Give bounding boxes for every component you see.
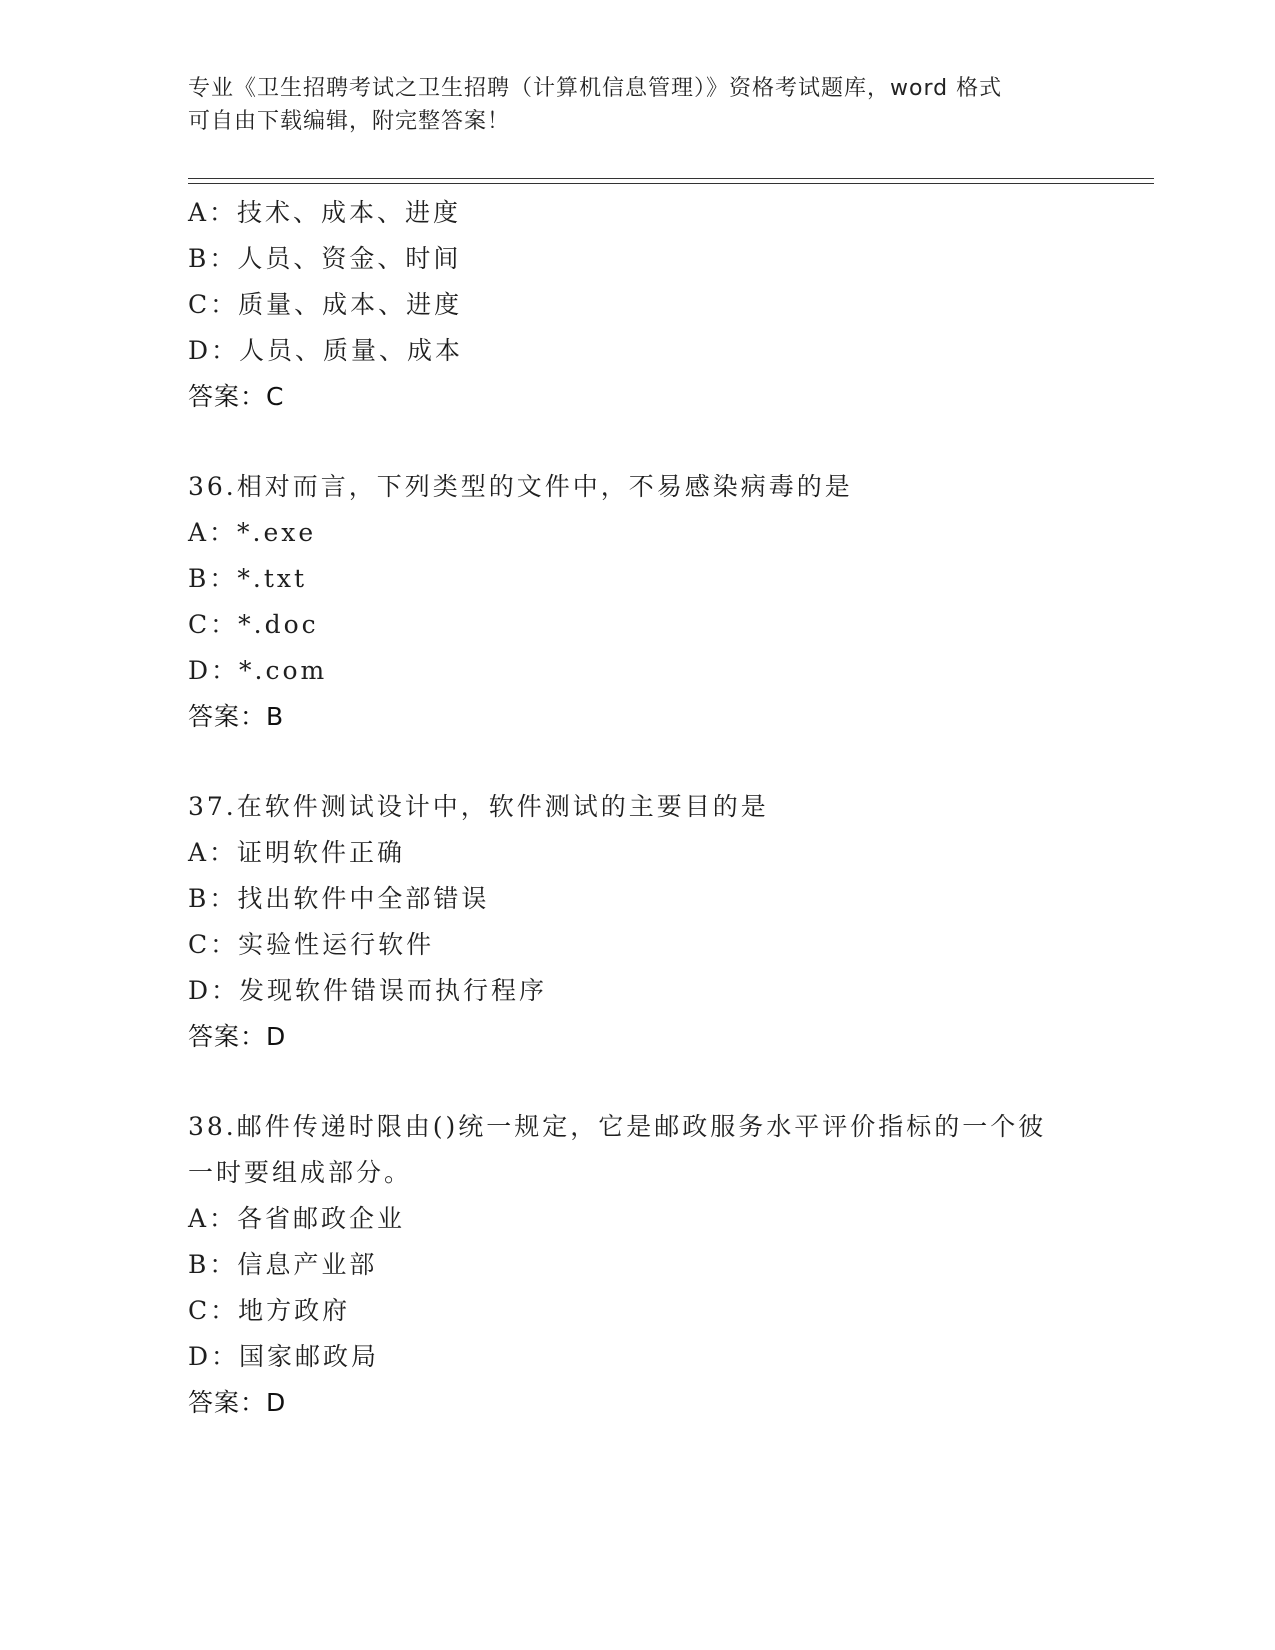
document-header <box>188 72 1068 138</box>
answer-line: 答案：D <box>188 1022 287 1051</box>
answer-line: 答案：C <box>188 382 285 411</box>
option-c: C：地方政府 <box>188 1296 351 1325</box>
question-block-37 <box>188 784 1088 1060</box>
option-b: B：人员、资金、时间 <box>188 244 462 273</box>
option-a: A：技术、成本、进度 <box>188 198 462 227</box>
question-text: 37.在软件测试设计中，软件测试的主要目的是 <box>188 792 769 821</box>
question-block-38 <box>188 1104 1088 1426</box>
answer-line: 答案：D <box>188 1388 287 1417</box>
option-b: B：找出软件中全部错误 <box>188 884 490 913</box>
option-a: A：证明软件正确 <box>188 838 406 867</box>
option-a: A：*.exe <box>188 518 317 547</box>
option-b: B：信息产业部 <box>188 1250 378 1279</box>
option-c: C：实验性运行软件 <box>188 930 435 959</box>
question-text-line-1: 38.邮件传递时限由()统一规定，它是邮政服务水平评价指标的一个彼 <box>188 1112 1047 1141</box>
header-divider-top <box>188 178 1154 179</box>
question-text: 36.相对而言，下列类型的文件中，不易感染病毒的是 <box>188 472 853 501</box>
option-b: B：*.txt <box>188 564 308 593</box>
question-text-line-2: 一时要组成部分。 <box>188 1158 413 1187</box>
option-d: D：*.com <box>188 656 328 685</box>
option-c: C：*.doc <box>188 610 319 639</box>
option-d: D：人员、质量、成本 <box>188 336 464 365</box>
question-block-35 <box>188 190 1088 420</box>
header-divider-bottom <box>188 183 1154 184</box>
option-c: C：质量、成本、进度 <box>188 290 463 319</box>
question-text <box>188 1104 1088 1196</box>
answer-line: 答案：B <box>188 702 285 731</box>
question-content <box>188 190 1088 1470</box>
question-block-36 <box>188 464 1088 740</box>
header-line-1: 专业《卫生招聘考试之卫生招聘（计算机信息管理）》资格考试题库，word 格式 <box>188 76 1003 101</box>
option-a: A：各省邮政企业 <box>188 1204 406 1233</box>
option-d: D：国家邮政局 <box>188 1342 380 1371</box>
option-d: D：发现软件错误而执行程序 <box>188 976 548 1005</box>
header-line-2: 可自由下载编辑，附完整答案！ <box>188 109 511 134</box>
